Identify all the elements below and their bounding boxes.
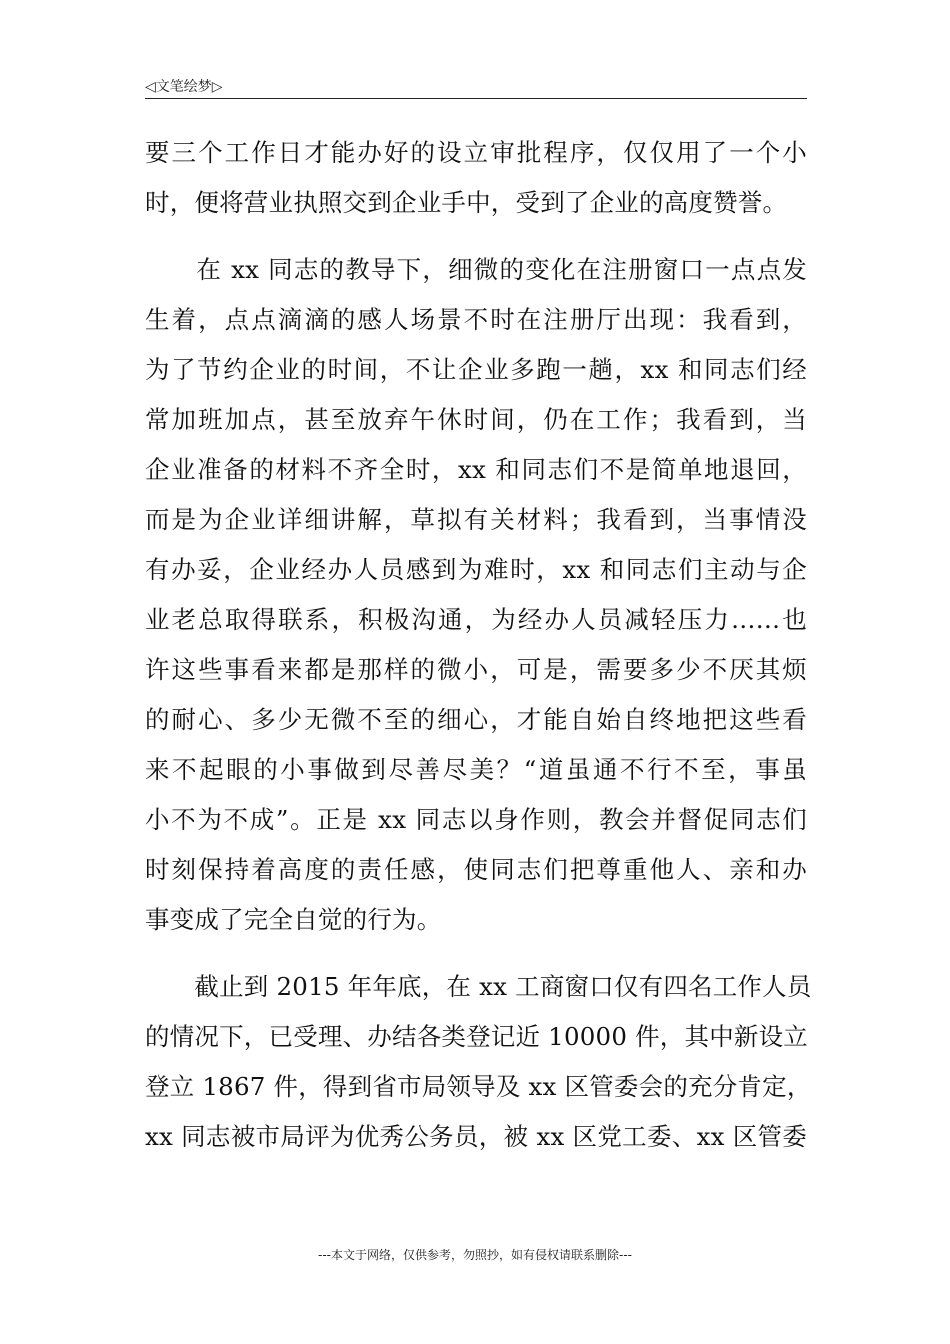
text-line: 截止到 2015 年年底，在 xx 工商窗口仅有四名工作人员 (145, 972, 812, 1001)
text-line: 的情况下，已受理、办结各类登记近 10000 件，其中新设立 (145, 1022, 809, 1051)
text-line: 业老总取得联系，积极沟通，为经办人员减轻压力……也 (145, 605, 807, 634)
page-header (145, 74, 807, 99)
text-line: 小不为不成”。正是 xx 同志以身作则，教会并督促同志们 (145, 805, 807, 834)
paragraph (145, 128, 807, 228)
text-line: 生着，点点滴滴的感人场景不时在注册厅出现：我看到， (145, 305, 807, 334)
header-title: ◁文笔绘梦▷ (145, 79, 223, 95)
text-line: 有办妥，企业经办人员感到为难时，xx 和同志们主动与企 (145, 555, 807, 584)
paragraph (145, 962, 812, 1162)
text-line: 的耐心、多少无微不至的细心，才能自始自终地把这些看 (145, 705, 807, 734)
text-line: 为了节约企业的时间，不让企业多跑一趟，xx 和同志们经 (145, 355, 807, 384)
text-line: 事变成了完全自觉的行为。 (145, 905, 442, 934)
text-line: 企业准备的材料不齐全时，xx 和同志们不是简单地退回， (145, 455, 807, 484)
text-line: 常加班加点，甚至放弃午休时间，仍在工作；我看到，当 (145, 405, 807, 434)
text-line: 在 xx 同志的教导下，细微的变化在注册窗口一点点发 (145, 255, 807, 284)
text-line: 许这些事看来都是那样的微小，可是，需要多少不厌其烦 (145, 655, 807, 684)
text-line: xx 同志被市局评为优秀公务员，被 xx 区党工委、xx 区管委 (145, 1122, 807, 1151)
text-line: 时刻保持着高度的责任感，使同志们把尊重他人、亲和办 (145, 855, 807, 884)
text-line: 时，便将营业执照交到企业手中，受到了企业的高度赞誉。 (145, 188, 788, 217)
text-line: 而是为企业详细讲解，草拟有关材料；我看到，当事情没 (145, 505, 807, 534)
page-footer: ---本文于网络，仅供参考，勿照抄，如有侵权请联系删除--- (318, 1248, 632, 1262)
text-line: 要三个工作日才能办好的设立审批程序，仅仅用了一个小 (145, 138, 807, 167)
paragraph (145, 245, 807, 945)
text-line: 登立 1867 件，得到省市局领导及 xx 区管委会的充分肯定， (145, 1072, 812, 1101)
document-body (145, 128, 812, 1162)
text-line: 来不起眼的小事做到尽善尽美？“道虽通不行不至，事虽 (145, 755, 807, 784)
